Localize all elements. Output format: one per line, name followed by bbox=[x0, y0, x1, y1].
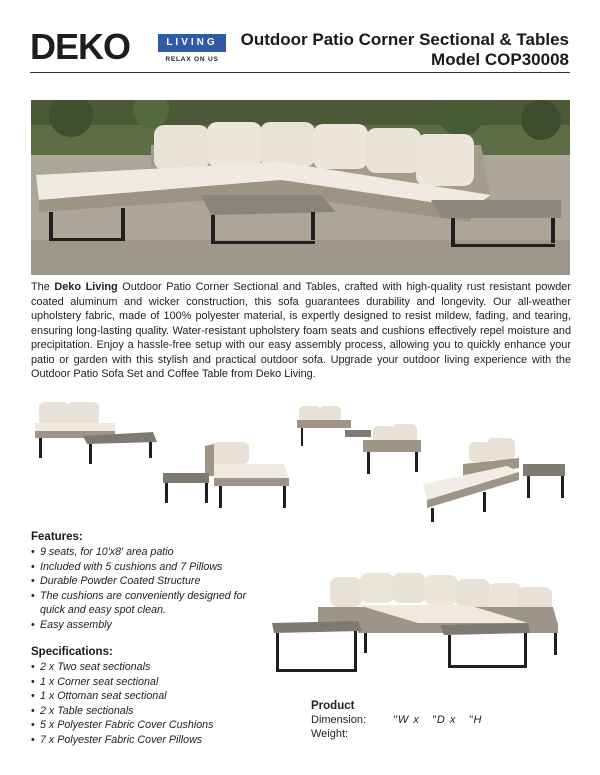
spec-item: • 5 x Polyester Fabric Cover Cushions bbox=[31, 718, 291, 733]
feature-item: • The cushions are conveniently designed for quick and easy spot clean. bbox=[31, 589, 261, 618]
thumbnail-photo bbox=[423, 436, 571, 524]
hero-photo bbox=[31, 100, 570, 275]
logo-wordmark bbox=[30, 28, 130, 66]
feature-item: • Included with 5 cushions and 7 Pillows bbox=[31, 560, 291, 575]
feature-item: • Durable Powder Coated Structure bbox=[31, 574, 291, 589]
thumbnail-photo bbox=[293, 402, 423, 480]
product-thumbnails bbox=[31, 398, 571, 523]
dimension-row bbox=[311, 713, 571, 727]
weight-label: Weight: bbox=[311, 728, 349, 740]
product-description bbox=[31, 280, 571, 382]
spec-item: • 7 x Polyester Fabric Cover Pillows bbox=[31, 733, 291, 748]
specifications-list bbox=[31, 660, 291, 747]
product-title: Product bbox=[311, 700, 355, 712]
features-title: Features: bbox=[31, 531, 83, 543]
page-title bbox=[241, 30, 569, 70]
title-line-1: Outdoor Patio Corner Sectional & Tables bbox=[240, 30, 569, 49]
header-divider bbox=[30, 72, 570, 73]
title-line-2: Model COP30008 bbox=[431, 50, 569, 69]
spec-item: • 1 x Ottoman seat sectional bbox=[31, 689, 291, 704]
spec-item: • 1 x Corner seat sectional bbox=[31, 675, 291, 690]
logo-tagline: RELAX ON US bbox=[165, 56, 219, 63]
specifications-section bbox=[31, 646, 291, 747]
weight-row bbox=[311, 727, 571, 741]
spec-item: • 2 x Table sectionals bbox=[31, 704, 291, 719]
thumbnail-photo bbox=[159, 436, 289, 514]
thumbnail-photo bbox=[31, 398, 159, 468]
specifications-title: Specifications: bbox=[31, 646, 113, 658]
sectional-product-photo bbox=[268, 565, 568, 690]
features-section bbox=[31, 531, 291, 632]
desc-brand: Deko Living bbox=[54, 281, 118, 293]
brand-logo bbox=[30, 26, 219, 70]
product-info bbox=[311, 700, 571, 741]
dimension-value: "W x "D x "H bbox=[393, 714, 483, 726]
dimension-label: Dimension: bbox=[311, 714, 367, 726]
feature-item: • Easy assembly bbox=[31, 618, 291, 633]
feature-item: • 9 seats, for 10'x8' area patio bbox=[31, 545, 291, 560]
desc-lead: The bbox=[31, 281, 55, 293]
logo-name: DEKO bbox=[30, 26, 131, 67]
features-list bbox=[31, 545, 291, 632]
logo-living-badge: LIVING bbox=[158, 34, 226, 52]
desc-body: Outdoor Patio Corner Sectional and Tables, crafted with high-quality rust resistant powder coated aluminum and wicker construction, this sofa guarantees durability and longevity. Our all-weather upholstery fabric, made of 100% polyester material, is expertly designed to resist mildew, fading, and tearing, ensuring long-lasting quality. Water-resistant upholstery foam seats and cushions effectively repel moisture and precipitation. Enjoy a hassle-free setup with our easy assembly process, allowing you to quickly enhance your patio or garden with this stylish and practical outdoor sofa. Upgrade your outdoor living experience with the Outdoor Patio Sofa Set and Coffee Table from Deko Living. bbox=[31, 281, 571, 380]
spec-item: • 2 x Two seat sectionals bbox=[31, 660, 291, 675]
